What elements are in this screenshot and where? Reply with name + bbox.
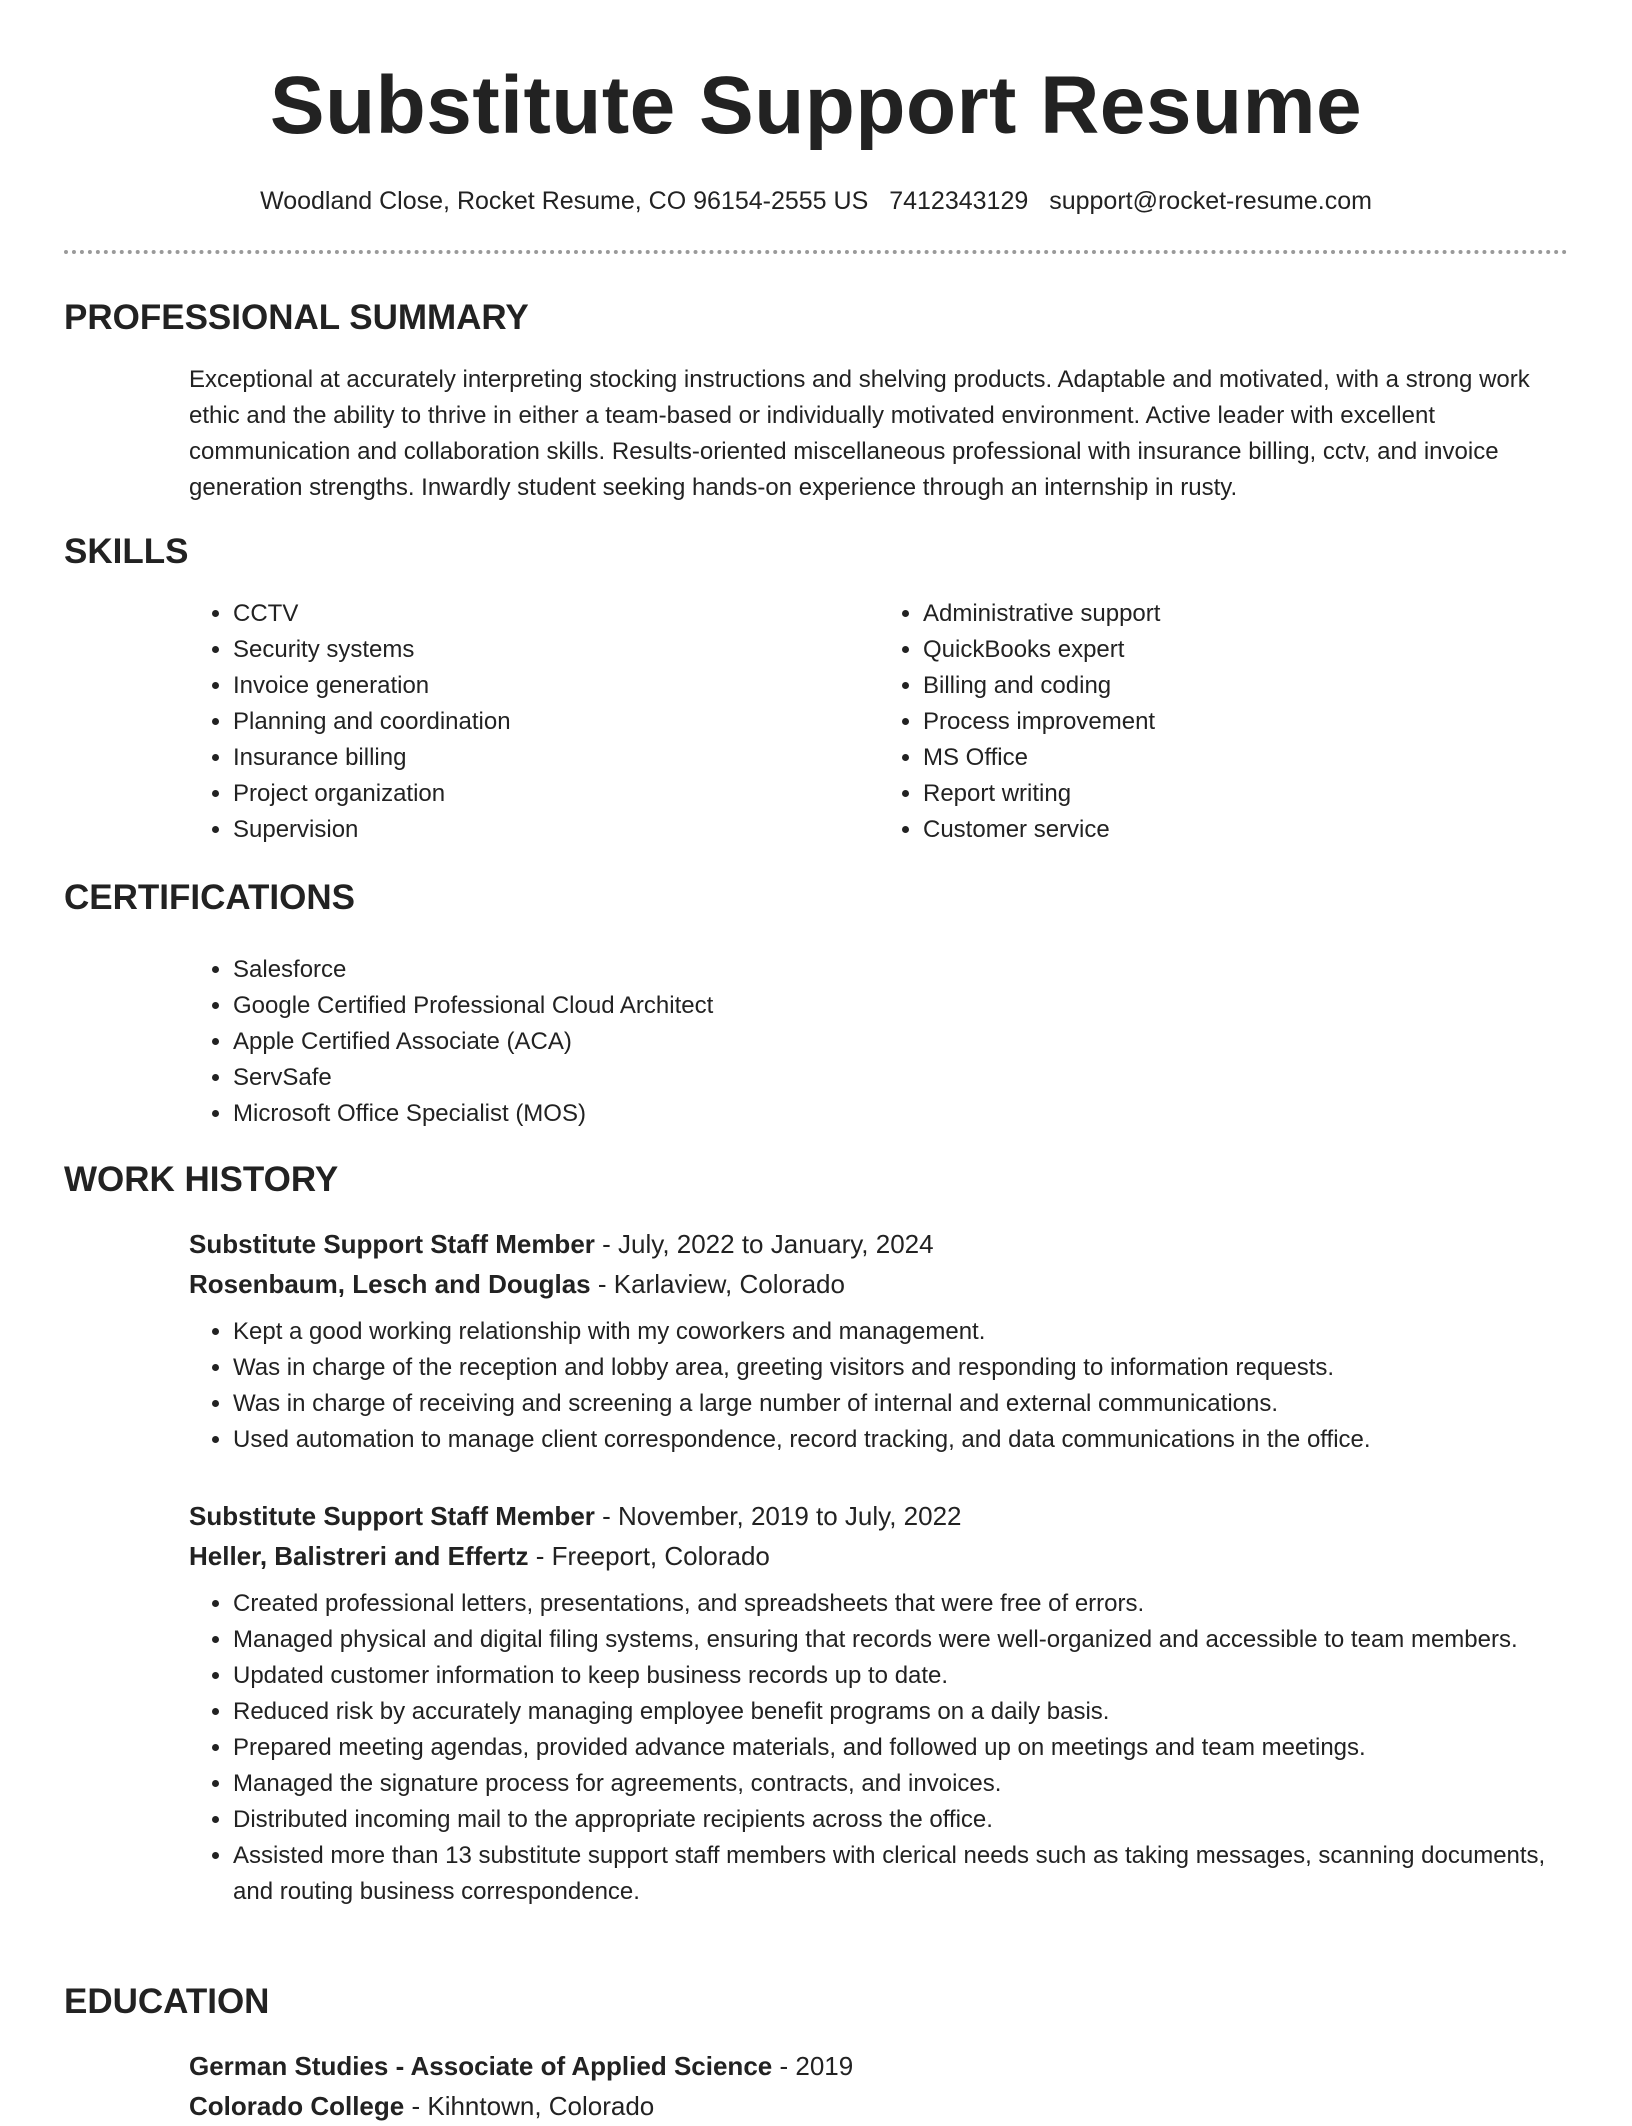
skills-list: [189, 596, 1569, 848]
job-company-line: [189, 1536, 1569, 1576]
list-item: • Managed the signature process for agreements, contracts, and invoices.: [233, 1766, 1569, 1802]
job-dates: - July, 2022 to January, 2024: [594, 1229, 934, 1259]
list-item: • Updated customer information to keep business records up to date.: [233, 1658, 1569, 1694]
job-company: Heller, Balistreri and Effertz: [189, 1541, 529, 1571]
education-year: - 2019: [772, 2051, 854, 2081]
list-item: • Created professional letters, presentations, and spreadsheets that were free of errors.: [233, 1586, 1569, 1622]
list-item: • Distributed incoming mail to the appropriate recipients across the office.: [233, 1802, 1569, 1838]
list-item: • Salesforce: [233, 952, 1569, 988]
list-item: • QuickBooks expert: [923, 632, 1569, 668]
list-item: • Administrative support: [923, 596, 1569, 632]
list-item: • ServSafe: [233, 1060, 1569, 1096]
list-item: • Kept a good working relationship with my coworkers and management.: [233, 1314, 1569, 1350]
list-item: • Billing and coding: [923, 668, 1569, 704]
contact-address: Woodland Close, Rocket Resume, CO 96154-2555 US: [260, 187, 869, 215]
list-item: • Prepared meeting agendas, provided advance materials, and followed up on meetings and team meetings.: [233, 1730, 1569, 1766]
skills-heading: SKILLS: [64, 532, 189, 571]
job-role: Substitute Support Staff Member: [189, 1501, 595, 1531]
list-item: • Assisted more than 13 substitute support staff members with clerical needs such as taking messages, scanning documents, and routing business correspondence.: [233, 1838, 1569, 1910]
summary-text: Exceptional at accurately interpreting stocking instructions and shelving products. Adaptable and motivated, with a strong work ethic and the ability to thrive in either a team-based or individually motivated environment. Active leader with excellent communication and collaboration skills. Results-oriented miscellaneous professional with insurance billing, cctv, and invoice generation strengths. Inwardly student seeking hands-on experience through an internship in rusty.: [189, 366, 1530, 501]
list-item: • Insurance billing: [233, 740, 879, 776]
list-item: • CCTV: [233, 596, 879, 632]
job-title-line: [189, 1496, 1569, 1536]
list-item: • Customer service: [923, 812, 1569, 848]
job-entry: [189, 1496, 1569, 1910]
job-location: - Freeport, Colorado: [528, 1541, 770, 1571]
list-item: • Microsoft Office Specialist (MOS): [233, 1096, 1569, 1132]
list-item: • Invoice generation: [233, 668, 879, 704]
job-location: - Karlaview, Colorado: [590, 1269, 845, 1299]
list-item: • MS Office: [923, 740, 1569, 776]
skills-column-left: [189, 596, 879, 848]
list-item: • Apple Certified Associate (ACA): [233, 1024, 1569, 1060]
list-item: • Supervision: [233, 812, 879, 848]
header-divider: [64, 250, 1568, 254]
page-title: Substitute Support Resume: [269, 60, 1363, 151]
resume-header: [64, 56, 1568, 218]
education-school: Colorado College: [189, 2091, 405, 2121]
list-item: • Project organization: [233, 776, 879, 812]
list-item: • Planning and coordination: [233, 704, 879, 740]
list-item: • Reduced risk by accurately managing employee benefit programs on a daily basis.: [233, 1694, 1569, 1730]
job-company: Rosenbaum, Lesch and Douglas: [189, 1269, 591, 1299]
job-dates: - November, 2019 to July, 2022: [594, 1501, 962, 1531]
list-item: • Report writing: [923, 776, 1569, 812]
education-school-line: [189, 2086, 1569, 2126]
contact-phone: 7412343129: [889, 187, 1029, 215]
work-heading: WORK HISTORY: [64, 1160, 339, 1199]
list-item: • Used automation to manage client correspondence, record tracking, and data communications in the office.: [233, 1422, 1569, 1458]
list-item: • Was in charge of receiving and screening a large number of internal and external communications.: [233, 1386, 1569, 1422]
list-item: • Managed physical and digital filing systems, ensuring that records were well-organized and accessible to team members.: [233, 1622, 1569, 1658]
education-heading: EDUCATION: [64, 1982, 270, 2021]
skills-column-right: [879, 596, 1569, 848]
education-entry: [189, 2046, 1569, 2126]
education-degree-line: [189, 2046, 1569, 2086]
list-item: • Security systems: [233, 632, 879, 668]
job-entry: [189, 1224, 1569, 1458]
summary-heading: PROFESSIONAL SUMMARY: [64, 298, 529, 337]
certifications-list: [189, 952, 1569, 1132]
job-role: Substitute Support Staff Member: [189, 1229, 595, 1259]
job-title-line: [189, 1224, 1569, 1264]
certifications-heading: CERTIFICATIONS: [64, 878, 356, 917]
contact-line: [64, 184, 1568, 218]
education-location: - Kihntown, Colorado: [404, 2091, 655, 2121]
list-item: • Google Certified Professional Cloud Architect: [233, 988, 1569, 1024]
contact-email: support@rocket-resume.com: [1049, 187, 1372, 215]
education-degree: German Studies - Associate of Applied Science: [189, 2051, 773, 2081]
list-item: • Process improvement: [923, 704, 1569, 740]
list-item: • Was in charge of the reception and lobby area, greeting visitors and responding to information requests.: [233, 1350, 1569, 1386]
job-company-line: [189, 1264, 1569, 1304]
